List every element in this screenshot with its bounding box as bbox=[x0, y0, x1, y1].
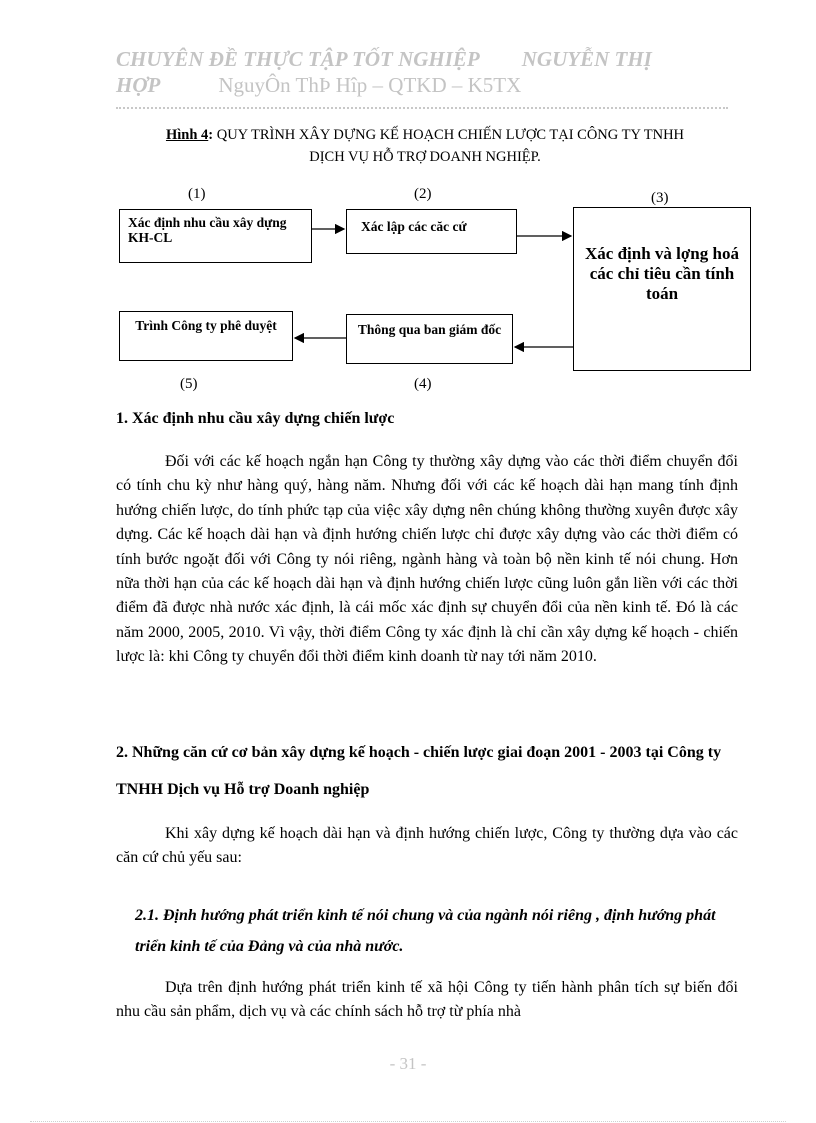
section-2-1-heading: 2.1. Định hướng phát triển kinh tế nói chung và của ngành nói riêng , định hướng phát triển kinh tế của Đảng và của nhà nước. bbox=[135, 907, 716, 955]
section-1-heading: 1. Xác định nhu cầu xây dựng chiến lược bbox=[116, 410, 395, 427]
step-4-label: Thông qua ban giám đốc bbox=[357, 322, 502, 337]
step-2-number: (2) bbox=[414, 186, 432, 202]
page-number: - 31 - bbox=[389, 1054, 427, 1073]
figure-colon: : bbox=[208, 127, 214, 143]
header-author: NGUYỄN THỊ bbox=[521, 47, 652, 71]
section-1-paragraph: Đối với các kế hoạch ngắn hạn Công ty thường xây dựng vào các thời điểm chuyển đổi có tính chu kỳ như hàng quý, hàng năm. Nhưng đối với các kế hoạch dài hạn mang tính định hướng chiến lược, do tính phức tạp của việc xây dựng nên chúng không thường xuyên được xây dựng. Các kế hoạch dài hạn và định hướng chiến lược chỉ được xây dựng vào các thời điểm có tính bước ngoặt đối với Công ty nói riêng, ngành hàng và toàn bộ nền kinh tế nói chung. Hơn nữa thời hạn của các kế hoạch dài hạn và định hướng chiến lược cũng luôn gắn liền với các thời điểm đã được nhà nước xác định, là cái mốc xác định sự chuyển đổi của nền kinh tế. Đó là các năm 2000, 2005, 2010. Vì vậy, thời điểm Công ty xác định là chỉ cần xây dựng kế hoạch - chiến lược là: khi Công ty chuyển đổi thời điểm kinh doanh từ nay tới năm 2010. bbox=[116, 453, 738, 666]
figure-label: Hình 4 bbox=[165, 127, 209, 143]
figure-title-line2: DỊCH VỤ HỖ TRỢ DOANH NGHIỆP. bbox=[309, 149, 541, 165]
step-5-label: Trình Công ty phê duyệt bbox=[135, 318, 277, 333]
step-5-number: (5) bbox=[180, 376, 198, 392]
step-3-number: (3) bbox=[651, 190, 669, 206]
flow-arrows bbox=[0, 0, 816, 420]
step-1-number: (1) bbox=[188, 186, 206, 202]
header-author-encoded: NguyÔn ThÞ Hîp – QTKD – K5TX bbox=[218, 73, 522, 97]
step-3-label: Xác định và lợng hoá các chỉ tiêu cần tính toán bbox=[585, 244, 739, 303]
step-4-number: (4) bbox=[414, 376, 432, 392]
figure-title-line1: QUY TRÌNH XÂY DỰNG KẾ HOẠCH CHIẾN LƯỢC TẠI CÔNG TY TNHH bbox=[213, 127, 685, 143]
section-2-heading: 2. Những căn cứ cơ bản xây dựng kế hoạch - chiến lược giai đoạn 2001 - 2003 tại Công ty TNHH Dịch vụ Hỗ trợ Doanh nghiệp bbox=[116, 744, 722, 798]
footer-divider bbox=[30, 1121, 786, 1122]
section-2-1-paragraph: Dựa trên định hướng phát triển kinh tế xã hội Công ty tiến hành phân tích sự biến đổi nhu cầu sản phẩm, dịch vụ và các chính sách hỗ trợ từ phía nhà bbox=[116, 979, 738, 1021]
section-2-paragraph: Khi xây dựng kế hoạch dài hạn và định hướng chiến lược, Công ty thường dựa vào các căn cứ chủ yếu sau: bbox=[116, 825, 738, 867]
step-2-label: Xác lập các căc cứ bbox=[361, 219, 467, 234]
step-1-label: Xác định nhu cầu xây dựng KH-CL bbox=[128, 215, 287, 245]
header-title: CHUYÊN ĐỀ THỰC TẬP TỐT NGHIỆP bbox=[116, 47, 480, 71]
header-author-cont: HỢP bbox=[116, 73, 161, 97]
